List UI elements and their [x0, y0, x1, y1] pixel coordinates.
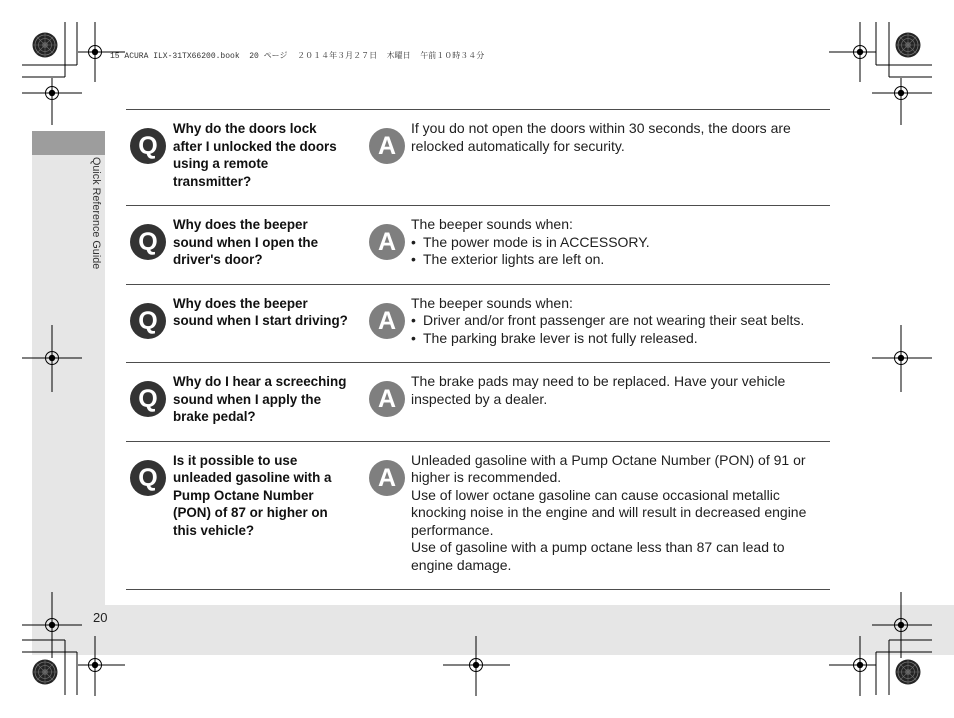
question-text: Is it possible to use unleaded gasoline with a Pump Octane Number (PON) of 87 or higher on this vehicle? — [173, 452, 332, 538]
bullet-text: The exterior lights are left on. — [423, 251, 605, 267]
registration-lines — [22, 22, 932, 696]
section-tab-label: Quick Reference Guide — [90, 157, 102, 270]
question-badge: Q — [130, 381, 166, 417]
answer-text: Unleaded gasoline with a Pump Octane Number (PON) of 91 or higher is recommended. — [411, 451, 806, 485]
question-text: Why do I hear a screeching sound when I apply the brake pedal? — [173, 374, 347, 424]
rosette-mark — [896, 660, 921, 685]
rosette-mark — [896, 33, 921, 58]
question-badge: Q — [130, 303, 166, 339]
answer-badge: A — [369, 381, 405, 417]
question-badge: Q — [130, 460, 166, 496]
answer-text: Use of gasoline with a pump octane less than 87 can lead to engine damage. — [411, 539, 785, 573]
crop-marks — [22, 22, 932, 695]
question-text: Why does the beeper sound when I open the driver's door? — [173, 217, 319, 267]
question-badge: Q — [130, 128, 166, 164]
answer-text: If you do not open the doors within 30 seconds, the doors are relocked automatically for security. — [411, 120, 791, 154]
bullet-text: The parking brake lever is not fully released. — [423, 329, 698, 346]
print-slug: 15 ACURA ILX-31TX66200.book 20 ページ ２０１４年３月２７日 木曜日 午前１０時３４分 — [110, 52, 485, 61]
bullet-text: Driver and/or front passenger are not wearing their seat belts. — [423, 312, 805, 328]
page-number: 20 — [93, 610, 108, 625]
answer-text: The beeper sounds when: — [411, 294, 573, 311]
bullet-icon: • — [411, 251, 416, 267]
bullet-icon: • — [411, 329, 416, 346]
question-badge: Q — [130, 224, 166, 260]
answer-text: The beeper sounds when: — [411, 216, 573, 232]
bullet-icon: • — [411, 312, 416, 328]
answer-badge: A — [369, 303, 405, 339]
rosette-mark — [33, 660, 58, 685]
answer-badge: A — [369, 128, 405, 164]
answer-badge: A — [369, 460, 405, 496]
rosette-mark — [33, 33, 58, 58]
bullet-text: The power mode is in ACCESSORY. — [423, 233, 650, 250]
answer-text: The brake pads may need to be replaced. Have your vehicle inspected by a dealer. — [411, 373, 786, 407]
answer-badge: A — [369, 224, 405, 260]
question-text: Why does the beeper sound when I start driving? — [173, 295, 348, 328]
question-text: Why do the doors lock after I unlocked the doors using a remote transmitter? — [173, 121, 337, 189]
bullet-icon: • — [411, 233, 416, 250]
answer-text: Use of lower octane gasoline can cause occasional metallic knocking noise in the engine and will result in decreased engine performance. — [411, 486, 807, 538]
